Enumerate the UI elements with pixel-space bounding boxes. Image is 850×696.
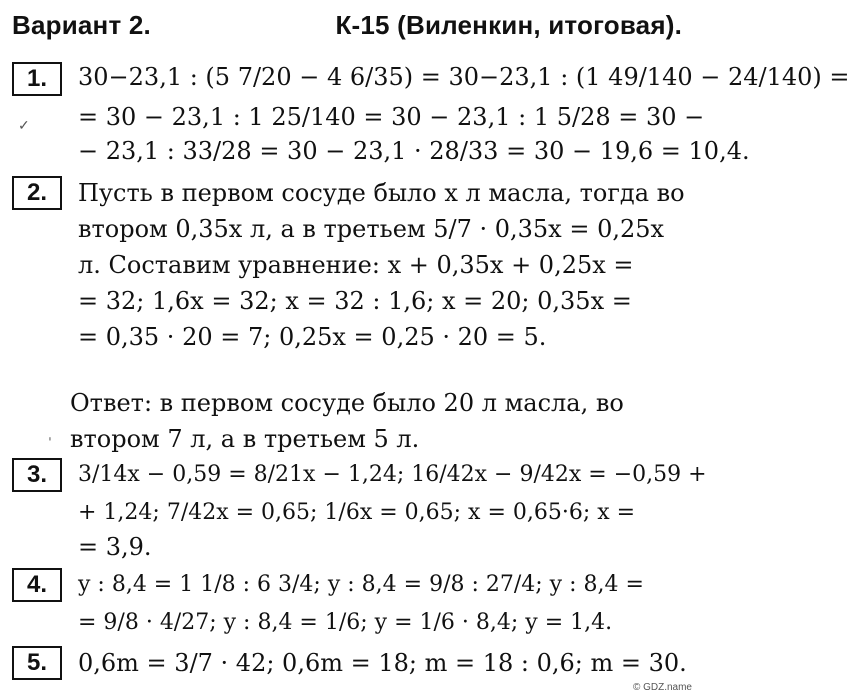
watermark: © GDZ.name [632,682,692,693]
task-1-number: 1. [12,62,62,96]
task-3-number: 3. [12,458,62,492]
task-5-line-1: 0,6m = 3/7 · 42; 0,6m = 18; m = 18 : 0,6; m = 30. [78,649,687,677]
task-3-line-1: 3/14x − 0,59 = 8/21x − 1,24; 16/42x − 9/42x = −0,59 + [78,462,707,487]
task-1-line-3: − 23,1 : 33/28 = 30 − 23,1 · 28/33 = 30 − 19,6 = 10,4. [78,137,750,165]
task-2-line-4: = 32; 1,6x = 32; x = 32 : 1,6; x = 20; 0,35x = [78,287,632,315]
task-5-number: 5. [12,646,62,680]
test-title: К-15 (Виленкин, итоговая). [335,10,682,40]
variant-title: Вариант 2. [12,10,151,40]
scan-mark: ✓ [18,118,30,134]
task-2-answer-line-2: втором 7 л, а в третьем 5 л. [70,425,420,453]
task-1-line-1: 30−23,1 : (5 7/20 − 4 6/35) = 30−23,1 : (1 49/140 − 24/140) = [78,63,850,91]
task-2-line-5: = 0,35 · 20 = 7; 0,25x = 0,25 · 20 = 5. [78,323,547,351]
task-4-line-2: = 9/8 · 4/27; y : 8,4 = 1/6; y = 1/6 · 8,4; y = 1,4. [78,610,613,635]
task-2-answer-line-1: Ответ: в первом сосуде было 20 л масла, во [70,389,624,417]
task-2-line-3: л. Составим уравнение: x + 0,35x + 0,25x = [78,251,634,279]
task-2-number: 2. [12,176,62,210]
task-4-number: 4. [12,568,62,602]
page-header [12,10,688,44]
task-3-line-3: = 3,9. [78,533,152,561]
task-2-line-1: Пусть в первом сосуде было x л масла, тогда во [78,179,685,207]
task-1-line-2: = 30 − 23,1 : 1 25/140 = 30 − 23,1 : 1 5/28 = 30 − [78,103,705,131]
scan-mark: ˈ [48,436,52,452]
task-4-line-1: y : 8,4 = 1 1/8 : 6 3/4; y : 8,4 = 9/8 : 27/4; y : 8,4 = [78,572,644,597]
task-3-line-2: + 1,24; 7/42x = 0,65; 1/6x = 0,65; x = 0,65·6; x = [78,500,636,525]
task-2-line-2: втором 0,35x л, а в третьем 5/7 · 0,35x = 0,25x [78,215,665,243]
